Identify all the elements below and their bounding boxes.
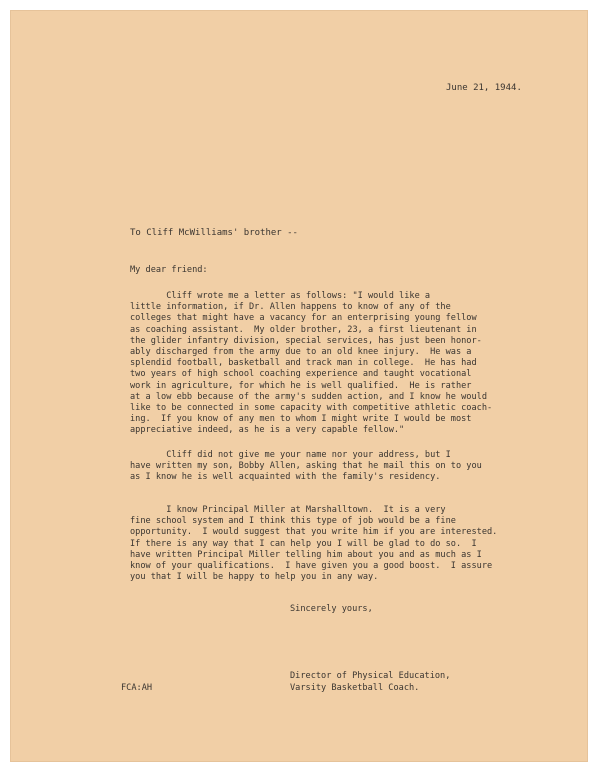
paragraph-line: ing. If you know of any men to whom I might write I would be most	[130, 414, 472, 425]
paragraph-line: have written Principal Miller telling him about you and as much as I	[130, 549, 482, 560]
paragraph-line: two years of high school coaching experience and taught vocational	[130, 369, 472, 380]
recipient-line: To Cliff McWilliams' brother --	[130, 228, 298, 238]
paragraph-2	[130, 450, 542, 484]
paragraph-line: Cliff did not give me your name nor your address, but I	[130, 450, 451, 460]
letter-page	[10, 10, 588, 762]
paragraph-line: as I know he is well acquainted with the family's residency.	[130, 472, 441, 483]
paragraph-line: know of your qualifications. I have given you a good boost. I assure	[130, 561, 493, 572]
paragraph-line: the glider infantry division, special services, has just been honor-	[130, 335, 482, 346]
letter-date: June 21, 1944.	[446, 83, 522, 93]
paragraph-line: I know Principal Miller at Marshalltown. It is a very	[130, 505, 446, 515]
paragraph-line: ably discharged from the army due to an old knee injury. He was a	[130, 347, 472, 358]
paragraph-line: as coaching assistant. My older brother, 23, a first lieutenant in	[130, 324, 477, 335]
typist-initials: FCA:AH	[121, 683, 153, 693]
signature-title-2: Varsity Basketball Coach.	[290, 683, 420, 693]
paragraph-line: Cliff wrote me a letter as follows: "I would like a	[130, 291, 431, 301]
paragraph-line: splendid football, basketball and track man in college. He has had	[130, 358, 477, 369]
paragraph-line: appreciative indeed, as he is a very capable fellow."	[130, 425, 405, 436]
greeting: My dear friend:	[130, 265, 208, 275]
paragraph-3	[130, 505, 542, 583]
paragraph-line: colleges that might have a vacancy for an enterprising young fellow	[130, 313, 477, 324]
paragraph-line: work in agriculture, for which he is well qualified. He is rather	[130, 380, 472, 391]
paragraph-line: like to be connected in some capacity with competitive athletic coach-	[130, 403, 493, 414]
paragraph-line: fine school system and I think this type of job would be a fine	[130, 516, 456, 527]
paragraph-1	[130, 291, 542, 437]
paragraph-line: opportunity. I would suggest that you write him if you are interested.	[130, 527, 498, 538]
paragraph-line: at a low ebb because of the army's sudden action, and I know he would	[130, 391, 487, 402]
paragraph-line: If there is any way that I can help you I will be glad to do so. I	[130, 538, 477, 549]
closing: Sincerely yours,	[290, 604, 373, 614]
paragraph-line: you that I will be happy to help you in any way.	[130, 572, 379, 583]
paragraph-line: have written my son, Bobby Allen, asking that he mail this on to you	[130, 461, 482, 472]
paragraph-line: little information, if Dr. Allen happens to know of any of the	[130, 302, 451, 313]
signature-title-1: Director of Physical Education,	[290, 671, 451, 681]
